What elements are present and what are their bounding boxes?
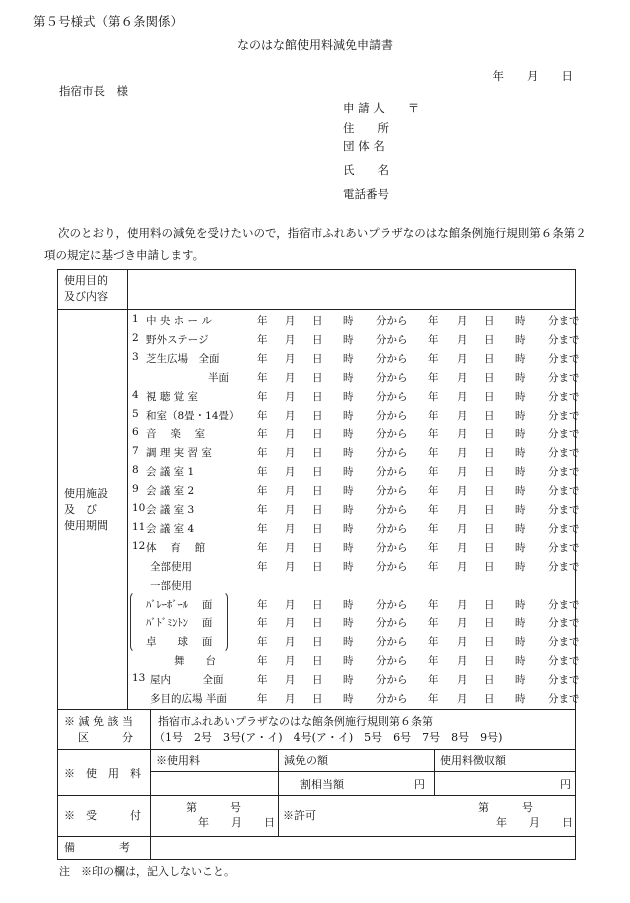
time-field-label: 時 [515, 428, 526, 441]
facility-row [132, 407, 580, 426]
time-field-label: 年 [257, 428, 268, 441]
fee-header: ※使用料 [156, 754, 200, 767]
time-field-label: 日 [484, 466, 495, 479]
time-field-label: 日 [312, 560, 323, 573]
time-field-label: 時 [343, 522, 354, 535]
time-field-label: 日 [312, 333, 323, 346]
applicant-label: 申 請 人 〒 [343, 101, 420, 115]
facility-number: 12 [132, 539, 146, 552]
reduction-amount-header: 減免の額 [284, 754, 328, 767]
time-field-label: 年 [428, 333, 439, 346]
time-field-label: 日 [484, 409, 495, 422]
time-field-label: 年 [428, 655, 439, 668]
time-field-label: 時 [515, 598, 526, 611]
reduction-category-label: 区 分 [78, 731, 133, 744]
time-field-label: 分から [376, 617, 408, 630]
column-divider [434, 749, 435, 795]
time-field-label: 時 [343, 315, 354, 327]
time-field-label: 日 [484, 674, 495, 687]
time-field-label: 時 [343, 466, 354, 479]
time-field-label: 分から [376, 428, 408, 441]
time-field-label: 年 [428, 693, 439, 705]
facility-label: 使用施設 [64, 487, 108, 500]
time-field-label: 月 [285, 674, 296, 687]
time-field-label: 月 [285, 447, 296, 460]
time-field-label: 年 [428, 504, 439, 516]
time-field-label: 分まで [548, 636, 580, 649]
purpose-label: 及び内容 [64, 290, 108, 303]
time-field-label: 分から [376, 655, 408, 668]
receipt-number: 第 号 [186, 801, 241, 814]
facility-row [132, 313, 580, 331]
time-field-label: 年 [257, 315, 268, 327]
time-field-label: 年 [257, 466, 268, 479]
time-field-label: 日 [312, 485, 323, 498]
time-field-label: 分から [376, 315, 408, 327]
time-field-label: 分まで [548, 428, 580, 441]
time-field-label: 日 [312, 693, 323, 705]
time-field-label: 年 [257, 674, 268, 687]
time-field-label: 月 [285, 352, 296, 365]
time-field-label: 年 [428, 371, 439, 384]
time-field-label: 分まで [548, 541, 580, 554]
time-field-label: 月 [457, 390, 468, 403]
time-field-label: 分まで [548, 693, 580, 705]
facility-name: ﾊﾞﾄﾞﾐﾝﾄﾝ 面 [146, 617, 213, 630]
time-field-label: 日 [484, 693, 495, 705]
time-field-label: 日 [312, 352, 323, 365]
time-field-label: 分まで [548, 674, 580, 687]
discount-label: 割相当額 [300, 778, 344, 791]
facility-name: 視 聴 覚 室 [146, 390, 199, 403]
facility-name: 会 議 室 3 [146, 504, 195, 516]
permit-date: 年 月 日 [496, 816, 573, 829]
facility-number: 4 [132, 388, 139, 401]
time-field-label: 月 [285, 541, 296, 554]
time-field-label: 月 [285, 390, 296, 403]
time-field-label: 年 [428, 636, 439, 649]
time-field-label: 日 [484, 541, 495, 554]
time-field-label: 月 [457, 485, 468, 498]
time-field-label: 月 [285, 522, 296, 535]
facility-name: ﾊﾞﾚｰﾎﾞｰﾙ 面 [146, 598, 213, 611]
time-field-label: 月 [457, 636, 468, 649]
facility-name: 舞 台 [174, 655, 216, 668]
time-field-label: 年 [257, 504, 268, 516]
time-field-label: 時 [515, 693, 526, 705]
time-field-label: 年 [428, 522, 439, 535]
time-field-label: 時 [515, 522, 526, 535]
facility-number: 13 [132, 672, 146, 685]
time-field-label: 分から [376, 522, 408, 535]
facility-name: 和室（8畳・14畳） [146, 409, 240, 422]
time-field-label: 時 [515, 390, 526, 403]
time-field-label: 日 [484, 447, 495, 460]
facility-row [132, 388, 580, 407]
time-field-label: 分まで [548, 466, 580, 479]
time-field-label: 日 [484, 315, 495, 327]
address-label: 住 所 [343, 121, 389, 135]
receipt-label: ※ 受 付 [64, 809, 141, 822]
time-field-label: 分から [376, 447, 408, 460]
time-field-label: 日 [312, 409, 323, 422]
time-field-label: 日 [312, 371, 323, 384]
time-field-label: 日 [484, 485, 495, 498]
time-field-label: 時 [343, 333, 354, 346]
facility-row [132, 331, 580, 350]
time-field-label: 分まで [548, 315, 580, 327]
time-field-label: 分まで [548, 617, 580, 630]
column-divider [150, 709, 151, 860]
time-field-label: 月 [457, 674, 468, 687]
facility-name: 卓 球 面 [146, 636, 213, 649]
time-field-label: 月 [285, 485, 296, 498]
row-divider [150, 771, 576, 772]
time-field-label: 時 [343, 598, 354, 611]
time-field-label: 年 [257, 352, 268, 365]
time-field-label: 年 [257, 541, 268, 554]
time-field-label: 分から [376, 485, 408, 498]
time-field-label: 日 [312, 447, 323, 460]
time-field-label: 分から [376, 371, 408, 384]
time-field-label: 年 [428, 674, 439, 687]
time-field-label: 月 [457, 617, 468, 630]
facility-row [132, 653, 580, 671]
time-field-label: 年 [257, 693, 268, 705]
time-field-label: 月 [285, 655, 296, 668]
row-divider [57, 309, 576, 310]
facility-row [132, 672, 580, 690]
time-field-label: 分まで [548, 352, 580, 365]
time-field-label: 分まで [548, 447, 580, 460]
time-field-label: 日 [484, 560, 495, 573]
facility-row [132, 691, 580, 709]
facility-row [132, 350, 580, 369]
time-field-label: 年 [428, 352, 439, 365]
facility-number: 11 [132, 520, 146, 533]
time-field-label: 年 [257, 447, 268, 460]
time-field-label: 日 [484, 352, 495, 365]
time-field-label: 月 [457, 371, 468, 384]
facility-row [132, 445, 580, 463]
time-field-label: 分から [376, 409, 408, 422]
time-field-label: 時 [515, 352, 526, 365]
facility-label: 及 び [64, 503, 97, 516]
time-field-label: 時 [515, 655, 526, 668]
facility-row [132, 483, 580, 501]
time-field-label: 日 [484, 390, 495, 403]
time-field-label: 年 [428, 409, 439, 422]
collected-fee-header: 使用料徴収額 [440, 754, 506, 767]
time-field-label: 時 [515, 485, 526, 498]
time-field-label: 月 [457, 409, 468, 422]
time-field-label: 時 [515, 617, 526, 630]
time-field-label: 年 [257, 655, 268, 668]
time-field-label: 月 [457, 693, 468, 705]
time-field-label: 日 [484, 617, 495, 630]
yen-unit: 円 [414, 778, 425, 791]
time-field-label: 年 [428, 617, 439, 630]
time-field-label: 分まで [548, 409, 580, 422]
time-field-label: 月 [285, 617, 296, 630]
time-field-label: 時 [515, 504, 526, 516]
time-field-label: 時 [515, 466, 526, 479]
time-field-label: 分まで [548, 655, 580, 668]
time-field-label: 時 [343, 636, 354, 649]
time-field-label: 年 [257, 617, 268, 630]
receipt-date: 年 月 日 [198, 816, 275, 829]
phone-label: 電話番号 [343, 187, 389, 201]
time-field-label: 分まで [548, 598, 580, 611]
time-field-label: 年 [428, 598, 439, 611]
time-field-label: 日 [312, 598, 323, 611]
time-field-label: 時 [343, 674, 354, 687]
facility-number: 9 [132, 483, 139, 496]
group-name-label: 団 体 名 [343, 139, 385, 153]
time-field-label: 日 [484, 598, 495, 611]
facility-number: 10 [132, 502, 146, 514]
facility-name: 全部使用 [150, 560, 192, 573]
facility-name: 中 央 ホ ー ル [146, 315, 212, 327]
time-field-label: 月 [457, 504, 468, 516]
time-field-label: 日 [312, 674, 323, 687]
time-field-label: 分から [376, 541, 408, 554]
time-field-label: 月 [285, 636, 296, 649]
time-field-label: 月 [285, 333, 296, 346]
time-field-label: 時 [343, 504, 354, 516]
facility-row [132, 539, 580, 558]
facility-name: 一部使用 [150, 579, 192, 592]
time-field-label: 時 [343, 371, 354, 384]
time-field-label: 分から [376, 466, 408, 479]
time-field-label: 日 [312, 466, 323, 479]
time-field-label: 月 [457, 466, 468, 479]
time-field-label: 時 [343, 693, 354, 705]
time-field-label: 月 [457, 447, 468, 460]
time-field-label: 年 [257, 560, 268, 573]
facility-number: 2 [132, 331, 139, 344]
facility-row [132, 370, 580, 388]
time-field-label: 時 [343, 560, 354, 573]
time-field-label: 月 [285, 693, 296, 705]
time-field-label: 分まで [548, 390, 580, 403]
time-field-label: 時 [515, 541, 526, 554]
facility-name: 屋内 全面 [150, 674, 224, 687]
time-field-label: 時 [515, 447, 526, 460]
time-field-label: 日 [312, 636, 323, 649]
time-field-label: 日 [312, 522, 323, 535]
time-field-label: 時 [515, 674, 526, 687]
time-field-label: 年 [257, 409, 268, 422]
time-field-label: 時 [343, 541, 354, 554]
facility-row [132, 502, 580, 520]
time-field-label: 時 [515, 636, 526, 649]
time-field-label: 分から [376, 674, 408, 687]
row-divider [57, 836, 576, 837]
column-divider [278, 749, 279, 836]
facility-number: 7 [132, 445, 139, 458]
time-field-label: 時 [515, 371, 526, 384]
bracket [130, 591, 228, 653]
facility-row [132, 520, 580, 539]
reduction-items: （1号 2号 3号(ア・イ) 4号(ア・イ) 5号 6号 7号 8号 9号) [154, 731, 503, 744]
time-field-label: 日 [484, 333, 495, 346]
time-field-label: 日 [312, 315, 323, 327]
time-field-label: 年 [428, 560, 439, 573]
time-field-label: 分から [376, 333, 408, 346]
time-field-label: 年 [428, 447, 439, 460]
document-title: なのはな館使用料減免申請書 [236, 38, 393, 52]
time-field-label: 年 [428, 428, 439, 441]
facility-number: 5 [132, 407, 139, 420]
time-field-label: 日 [484, 371, 495, 384]
form-number: 第５号様式（第６条関係） [33, 14, 184, 29]
time-field-label: 日 [312, 617, 323, 630]
time-field-label: 日 [484, 636, 495, 649]
row-divider [57, 749, 576, 750]
time-field-label: 時 [343, 655, 354, 668]
time-field-label: 分まで [548, 522, 580, 535]
time-field-label: 分から [376, 504, 408, 516]
time-field-label: 時 [343, 617, 354, 630]
time-field-label: 月 [285, 409, 296, 422]
facility-row [132, 464, 580, 482]
footnote: 注 ※印の欄は，記入しないこと。 [59, 865, 235, 878]
time-field-label: 時 [515, 333, 526, 346]
time-field-label: 月 [457, 315, 468, 327]
time-field-label: 分まで [548, 333, 580, 346]
time-field-label: 年 [257, 522, 268, 535]
facility-row [132, 426, 580, 444]
time-field-label: 日 [484, 428, 495, 441]
time-field-label: 日 [312, 390, 323, 403]
facility-name: 調 理 実 習 室 [146, 447, 212, 460]
time-field-label: 月 [457, 560, 468, 573]
time-field-label: 月 [285, 560, 296, 573]
time-field-label: 月 [285, 504, 296, 516]
time-field-label: 分から [376, 693, 408, 705]
intro-text: 次のとおり，使用料の減免を受けたいので，指宿市ふれあいプラザなのはな館条例施行規則第６条第２項の規定に基づき申請します。 [44, 226, 587, 262]
facility-name: 芝生広場 全面 [146, 352, 220, 365]
facility-name: 体 育 館 [146, 541, 206, 554]
time-field-label: 時 [343, 390, 354, 403]
facility-row [132, 559, 580, 577]
purpose-label: 使用目的 [64, 274, 108, 287]
time-field-label: 月 [285, 598, 296, 611]
time-field-label: 月 [285, 428, 296, 441]
time-field-label: 時 [343, 352, 354, 365]
time-field-label: 月 [285, 371, 296, 384]
time-field-label: 月 [285, 315, 296, 327]
time-field-label: 日 [312, 541, 323, 554]
fee-label: ※ 使 用 料 [64, 767, 141, 780]
time-field-label: 年 [428, 485, 439, 498]
time-field-label: 時 [343, 447, 354, 460]
time-field-label: 月 [457, 352, 468, 365]
time-field-label: 日 [484, 504, 495, 516]
facility-number: 8 [132, 464, 139, 477]
time-field-label: 日 [312, 655, 323, 668]
time-field-label: 月 [457, 333, 468, 346]
time-field-label: 年 [257, 390, 268, 403]
time-field-label: 分まで [548, 560, 580, 573]
facility-name: 音 楽 室 [146, 428, 206, 441]
time-field-label: 月 [457, 598, 468, 611]
facility-number: 3 [132, 350, 139, 363]
time-field-label: 分まで [548, 371, 580, 384]
permit-label: ※許可 [283, 809, 316, 822]
time-field-label: 月 [285, 466, 296, 479]
time-field-label: 月 [457, 541, 468, 554]
reduction-category-label: ※ 減 免 該 当 [64, 715, 133, 728]
time-field-label: 分から [376, 560, 408, 573]
facility-name: 会 議 室 1 [146, 466, 195, 479]
time-field-label: 時 [343, 428, 354, 441]
column-divider [127, 269, 128, 709]
facility-name: 会 議 室 2 [146, 485, 195, 498]
time-field-label: 年 [428, 315, 439, 327]
time-field-label: 日 [484, 522, 495, 535]
time-field-label: 日 [312, 504, 323, 516]
time-field-label: 分から [376, 390, 408, 403]
time-field-label: 年 [257, 371, 268, 384]
time-field-label: 時 [515, 560, 526, 573]
time-field-label: 時 [515, 315, 526, 327]
time-field-label: 分から [376, 352, 408, 365]
reduction-regulation: 指宿市ふれあいプラザなのはな館条例施行規則第６条第 [158, 715, 433, 728]
time-field-label: 分まで [548, 504, 580, 516]
time-field-label: 年 [257, 598, 268, 611]
time-field-label: 月 [457, 522, 468, 535]
time-field-label: 時 [515, 409, 526, 422]
time-field-label: 時 [343, 409, 354, 422]
time-field-label: 分から [376, 598, 408, 611]
time-field-label: 日 [312, 428, 323, 441]
date-line: 年 月 日 [492, 69, 573, 83]
time-field-label: 分まで [548, 485, 580, 498]
time-field-label: 年 [428, 541, 439, 554]
facility-name: 多目的広場 半面 [150, 693, 227, 705]
time-field-label: 月 [457, 655, 468, 668]
yen-unit: 円 [560, 778, 571, 791]
time-field-label: 分から [376, 636, 408, 649]
remarks-label: 備 考 [64, 841, 130, 854]
addressee: 指宿市長 様 [59, 84, 128, 98]
time-field-label: 年 [257, 636, 268, 649]
facility-name: 野外ステージ [146, 333, 209, 346]
time-field-label: 日 [484, 655, 495, 668]
time-field-label: 年 [428, 390, 439, 403]
facility-number: 6 [132, 426, 139, 439]
time-field-label: 年 [428, 466, 439, 479]
facility-name: 半面 [208, 371, 229, 384]
time-field-label: 年 [257, 333, 268, 346]
facility-number: 1 [132, 313, 139, 325]
time-field-label: 月 [457, 428, 468, 441]
time-field-label: 時 [343, 485, 354, 498]
row-divider [57, 709, 576, 710]
permit-number: 第 号 [478, 801, 533, 814]
time-field-label: 年 [257, 485, 268, 498]
row-divider [57, 795, 576, 796]
facility-label: 使用期間 [64, 519, 108, 532]
facility-name: 会 議 室 4 [146, 522, 195, 535]
name-label: 氏 名 [343, 163, 389, 177]
